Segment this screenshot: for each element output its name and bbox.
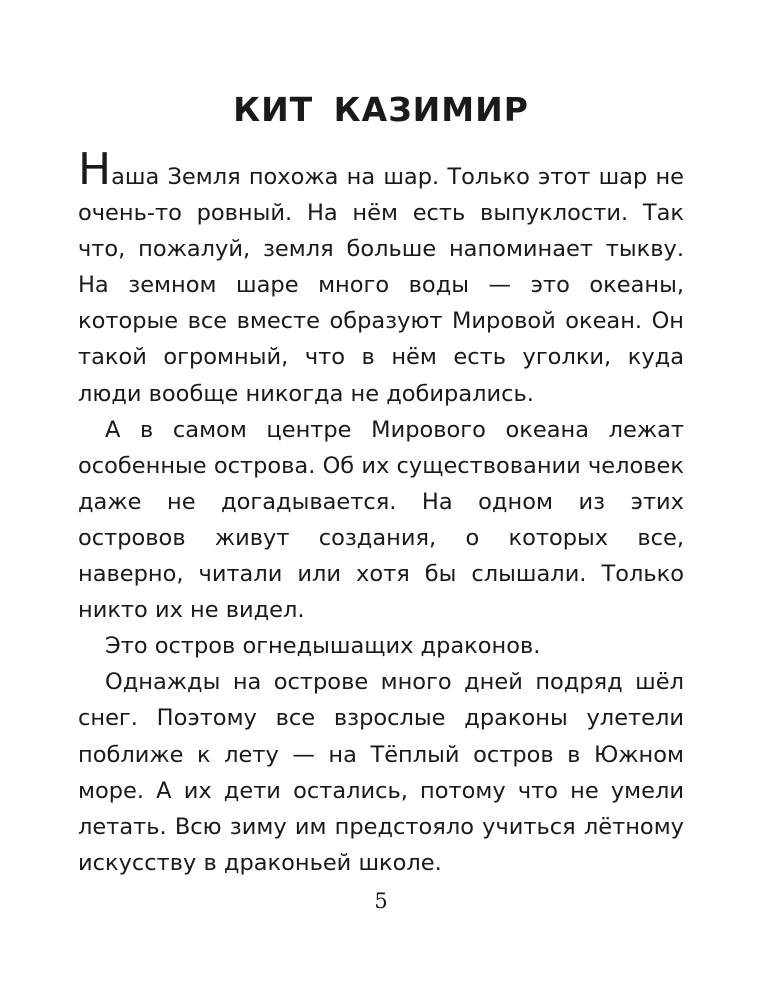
paragraph-2: А в самом центре Мирового океана лежат особенные острова. Об их существовании человек даже не догадывается. На одном из этих островов живут создания, о которых все, наверно, читали или хотя бы слышали. Только никто их не видел.	[78, 416, 684, 624]
book-page	[78, 0, 684, 1000]
paragraph-3: Это остров огнедышащих драконов.	[105, 633, 541, 660]
page-number: 5	[374, 889, 388, 913]
chapter-title: КИТ КАЗИМИР	[233, 90, 529, 129]
chapter-body	[78, 144, 684, 881]
paragraph-1	[78, 144, 684, 412]
paragraph-1-text: аша Земля похожа на шар. Только этот шар не очень-то ровный. На нём есть выпуклости. Так что, пожалуй, земля больше напоминает тыкву. На земном шаре много воды — это океаны, которые все вместе образуют Мировой океан. Он такой огромный, что в нём есть уголки, куда люди вообще никогда не добирались.	[78, 164, 684, 407]
drop-cap: Н	[78, 144, 112, 195]
paragraph-4: Однажды на острове много дней подряд шёл снег. Поэтому все взрослые драконы улетели поближе к лету — на Тёплый остров в Южном море. А их дети остались, потому что не умели летать. Всю зиму им предстояло учиться лётному искусству в драконьей школе.	[78, 669, 684, 876]
